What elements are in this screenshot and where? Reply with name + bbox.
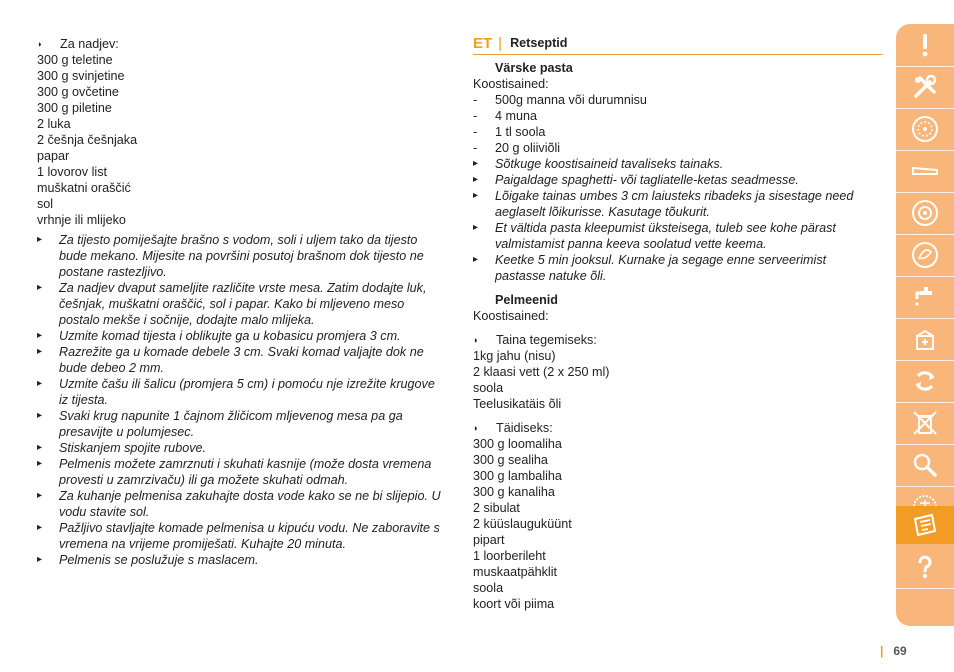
pelmeenid-title: Pelmeenid [495,293,558,307]
recycle-icon[interactable] [896,362,954,400]
dough-heading: ◗ Taina tegemiseks: [473,333,597,347]
step-item: ▸ Razrežite ga u komade debele 3 cm. Svaki komad valjajte dok ne bude debeo 2 mm. [37,344,447,376]
ingredient-item: 2 klaasi vett (2 x 250 ml) [473,365,610,379]
ingredient-item: 2 sibulat [473,501,520,515]
right-column [473,60,873,612]
step-item: ▸ Sõtkuge koostisaineid tavaliseks tainaks. [473,156,873,172]
ingredient-item: - 1 tl soola [473,124,873,140]
bar-icon[interactable] [896,152,954,190]
pasta-steps [473,156,873,284]
pasta-title: Värske pasta [495,61,573,75]
ingredient-item: muskaatpähklit [473,565,557,579]
ingredient-item: 1 lovorov list [37,165,107,179]
ingredient-item: sol [37,197,54,211]
step-item: ▸ Za kuhanje pelmenisa zakuhajte dosta vode kako se ne bi slijepio. U vodu stavite sol. [37,488,447,520]
ingredient-item: 300 g lambaliha [473,469,562,483]
ingredient-item: - 4 muna [473,108,873,124]
ingredient-item: Teelusikatäis õli [473,397,562,411]
ingredient-item: vrhnje ili mlijeko [37,213,126,227]
disc-leaf-icon[interactable] [896,236,954,274]
pasta-ingredients-label: Koostisained: [473,77,549,91]
step-item: ▸ Svaki krug napunite 1 čajnom žličicom mljevenog mesa pa ga presavijte u polumjesec. [37,408,447,440]
ingredient-item: 300 g loomaliha [473,437,562,451]
page-separator: | [880,644,884,658]
ingredient-item: soola [473,381,504,395]
ingredient-item: 300 g teletine [37,53,113,67]
question-icon[interactable] [896,548,954,586]
step-item: ▸ Za tijesto pomiješajte brašno s vodom, soli i uljem tako da tijesto bude mekano. Mijesite na površini posutoj brašnom dok tijesto ne postane rastezljivo. [37,232,447,280]
step-item: ▸ Pelmenis možete zamrznuti i skuhati kasnije (može dosta vremena provesti u zamrzivaču) ili ga možete skuhati odmah. [37,456,447,488]
magnifier-icon[interactable] [896,446,954,484]
exclamation-icon[interactable] [896,26,954,64]
bullet-marker-icon: ◗ [37,39,43,49]
section-header [473,32,883,55]
pelmeenid-ingredients-label: Koostisained: [473,309,549,323]
page-number: | 69 [880,644,907,658]
ingredient-item: soola [473,581,504,595]
step-item: ▸ Et vältida pasta kleepumist üksteisega, tuleb see kohe pärast valmistamist panna keeva soolatud vette keema. [473,220,873,252]
filling-list [473,436,873,612]
section-title: Retseptid [510,36,568,50]
recipe-icon[interactable] [896,506,954,544]
step-item: ▸ Uzmite komad tijesta i oblikujte ga u kobasicu promjera 3 cm. [37,328,447,344]
disc-alt-icon[interactable] [896,194,954,232]
ingredient-item: - 500g manna või durumnisu [473,92,873,108]
header-separator: | [498,34,503,52]
dough-list [473,348,873,412]
filling-heading: ◗ Za nadjev: [37,37,119,51]
box-icon[interactable] [896,320,954,358]
ingredient-item: 1kg jahu (nisu) [473,349,556,363]
step-item: ▸ Pažljivo stavljajte komade pelmenisa u kipuću vodu. Ne zaboravite s vremena na vrijeme promiješati. Kuhajte 20 minuta. [37,520,447,552]
ingredient-item: 300 g piletine [37,101,112,115]
bullet-marker-icon: ◗ [473,335,479,345]
step-item: ▸ Lõigake tainas umbes 3 cm laiusteks ribadeks ja sisestage need aeglaselt lõikurisse. Kasutage tõukurit. [473,188,873,220]
chapter-sidebar [896,24,954,626]
filling-heading: ◗ Täidiseks: [473,421,553,435]
ingredient-item: 300 g sealiha [473,453,548,467]
ingredient-item: muškatni oraščić [37,181,131,195]
bullet-marker-icon: ◗ [473,423,479,433]
ingredient-list [37,52,447,228]
disc-icon[interactable] [896,110,954,148]
no-bin-icon[interactable] [896,404,954,442]
language-code: ET [473,34,493,52]
step-item: ▸ Keetke 5 min jooksul. Kurnake ja segage enne serveerimist pastasse natuke õli. [473,252,873,284]
step-item: ▸ Za nadjev dvaput sameljite različite vrste mesa. Zatim dodajte luk, češnjak, muškatni oraščić, sol i papar. Kako bi mljeveno meso postalo mekše i sočnije, dodajte malo mlijeka. [37,280,447,328]
ingredient-item: 1 loorberileht [473,549,546,563]
ingredient-item: 300 g svinjetine [37,69,125,83]
ingredient-item: 300 g ovčetine [37,85,119,99]
ingredient-item: 2 češnja češnjaka [37,133,138,147]
tools-icon[interactable] [896,68,954,106]
left-column [37,36,447,568]
step-item: ▸ Pelmenis se poslužuje s maslacem. [37,552,447,568]
ingredient-item: 300 g kanaliha [473,485,555,499]
ingredient-item: papar [37,149,70,163]
step-item: ▸ Uzmite čašu ili šalicu (promjera 5 cm) i pomoću nje izrežite krugove iz tijesta. [37,376,447,408]
step-item: ▸ Stiskanjem spojite rubove. [37,440,447,456]
pasta-ingredients [473,92,873,156]
ingredient-item: pipart [473,533,505,547]
ingredient-item: 2 küüslauguküünt [473,517,572,531]
step-item: ▸ Paigaldage spaghetti- või tagliatelle-ketas seadmesse. [473,172,873,188]
ingredient-item: - 20 g oliiviõli [473,140,873,156]
faucet-icon[interactable] [896,278,954,316]
ingredient-item: 2 luka [37,117,71,131]
ingredient-item: koort või piima [473,597,555,611]
steps-list [37,232,447,568]
